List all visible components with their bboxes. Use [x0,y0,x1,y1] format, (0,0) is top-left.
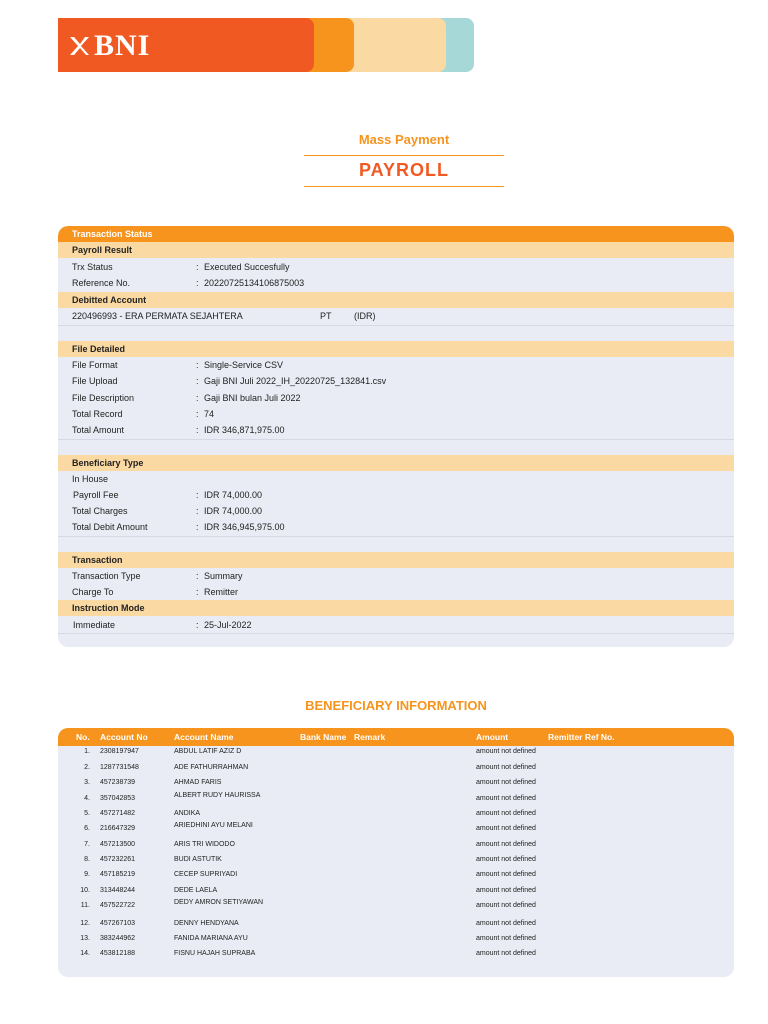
account-name: ADE FATHURRAHMAN [174,764,249,771]
total-amount-row: Total Amount : IDR 346,871,975.00 [72,425,285,435]
divider [58,536,734,537]
row-number: 3. [84,779,90,786]
transaction-status-panel [58,226,734,647]
amount: amount not defined [476,902,536,909]
trx-status-row: Trx Status : Executed Succesfully [58,259,734,275]
row-number: 5. [84,810,90,817]
file-description-row: File Description : Gaji BNI bulan Juli 2022 [72,393,301,403]
col-account-no: Account No [100,732,148,742]
debited-account-value: 220496993 - ERA PERMATA SEJAHTERA [72,311,243,321]
table-row [58,764,734,778]
col-account-name: Account Name [174,732,234,742]
account-name: DEDE LAELA [174,887,218,894]
total-charges-row: Total Charges : IDR 74,000.00 [72,506,263,516]
account-name: BUDI ASTUTIK [174,856,222,863]
row-number: 1. [84,748,90,755]
col-no: No. [76,732,90,742]
account-name: ARIS TRI WIDODO [174,841,235,848]
col-remark: Remark [354,732,386,742]
subtitle-divider [304,155,504,156]
account-name: ARIEDHINI AYU MELANI [174,822,253,829]
account-number: 453812188 [100,950,136,957]
total-record-row: Total Record : 74 [72,409,215,419]
account-name: FISNU HAJAH SUPRABA [174,950,256,957]
account-number: 2308197947 [100,748,139,755]
page-title: PAYROLL [358,160,449,180]
account-number: 457267103 [100,920,136,927]
divider [58,633,734,634]
section-payroll-result: Payroll Result [58,242,734,258]
table-row [58,899,734,916]
row-number: 11. [80,902,90,909]
reference-row: Reference No. : 20220725134106875003 [58,275,734,291]
section-instruction-mode: Instruction Mode [58,600,734,616]
table-row [58,935,734,949]
table-row [58,810,734,824]
account-number: 357042853 [100,795,136,802]
col-bank-name: Bank Name [300,732,347,742]
row-number: 4. [84,795,90,802]
account-number: 457185219 [100,871,136,878]
table-row [58,887,734,901]
account-number: 383244962 [100,935,136,942]
table-row [58,920,734,934]
trx-status-value: Executed Succesfully [204,262,290,272]
col-remitter-ref: Remitter Ref No. [548,732,615,742]
brand-banner [58,18,474,72]
instruction-mode-row: Immediate : 25-Jul-2022 [73,620,252,630]
divider [58,439,734,440]
file-upload-row: File Upload : Gaji BNI Juli 2022_IH_20220725_132841.csv [72,376,387,386]
beneficiary-table [58,728,734,977]
table-row [58,841,734,855]
row-number: 13. [80,935,90,942]
account-number: 313448244 [100,887,136,894]
amount: amount not defined [476,748,536,755]
page-subtitle: Mass Payment [358,132,450,147]
col-amount: Amount [476,732,509,742]
account-number: 216647329 [100,825,136,832]
row-number: 10. [80,887,90,894]
account-name: FANIDA MARIANA AYU [174,935,248,942]
payroll-fee-row: Payroll Fee : IDR 74,000.00 [73,490,263,500]
table-header [58,728,734,746]
row-number: 9. [84,871,90,878]
beneficiary-type-row: In House [72,474,109,484]
amount: amount not defined [476,810,536,817]
table-row [58,950,734,964]
table-row [58,792,734,809]
amount: amount not defined [476,950,536,957]
amount: amount not defined [476,871,536,878]
amount: amount not defined [476,887,536,894]
account-name: AHMAD FARIS [174,779,222,786]
amount: amount not defined [476,795,536,802]
account-name: ANDIKA [174,810,201,817]
table-row [58,856,734,870]
account-name: CECEP SUPRIYADI [174,871,238,878]
row-number: 8. [84,856,90,863]
section-beneficiary-type: Beneficiary Type [58,455,734,471]
row-number: 12. [80,920,90,927]
file-format-row: File Format : Single-Service CSV [72,360,284,370]
account-number: 457238739 [100,779,136,786]
panel-heading: Transaction Status [58,226,734,242]
row-number: 2. [84,764,90,771]
row-number: 7. [84,841,90,848]
amount: amount not defined [476,779,536,786]
total-debit-row: Total Debit Amount : IDR 346,945,975.00 [72,522,285,532]
account-number: 457522722 [100,902,136,909]
logo-text: BNI [94,29,151,62]
amount: amount not defined [476,920,536,927]
transaction-type-row: Transaction Type : Summary [72,571,243,581]
row-number: 6. [84,825,90,832]
row-number: 14. [80,950,90,957]
amount: amount not defined [476,856,536,863]
divider [58,325,734,326]
account-number: 1287731548 [100,764,139,771]
amount: amount not defined [476,764,536,771]
account-number: 457213500 [100,841,136,848]
bni-logo [68,29,151,62]
charge-to-row: Charge To : Remitter [72,587,239,597]
account-name: ALBERT RUDY HAURISSA [174,792,261,799]
section-transaction: Transaction [58,552,734,568]
account-number: 457232261 [100,856,136,863]
section-file-detailed: File Detailed [58,341,734,357]
amount: amount not defined [476,825,536,832]
table-row [58,822,734,839]
table-row [58,871,734,885]
beneficiary-section-title: BENEFICIARY INFORMATION [305,698,487,713]
account-name: ABDUL LATIF AZIZ D [174,748,242,755]
table-row [58,748,734,762]
title-divider [304,186,504,187]
reference-value: 20220725134106875003 [204,278,305,288]
amount: amount not defined [476,841,536,848]
section-debited-account: Debitted Account [58,292,734,308]
account-number: 457271482 [100,810,136,817]
account-name: DEDY AMRON SETIYAWAN [174,899,264,906]
table-row [58,779,734,793]
bni-logo-icon [68,34,90,58]
account-name: DENNY HENDYANA [174,920,239,927]
amount: amount not defined [476,935,536,942]
debited-account-row: 220496993 - ERA PERMATA SEJAHTERA PT (IDR) [58,308,734,324]
